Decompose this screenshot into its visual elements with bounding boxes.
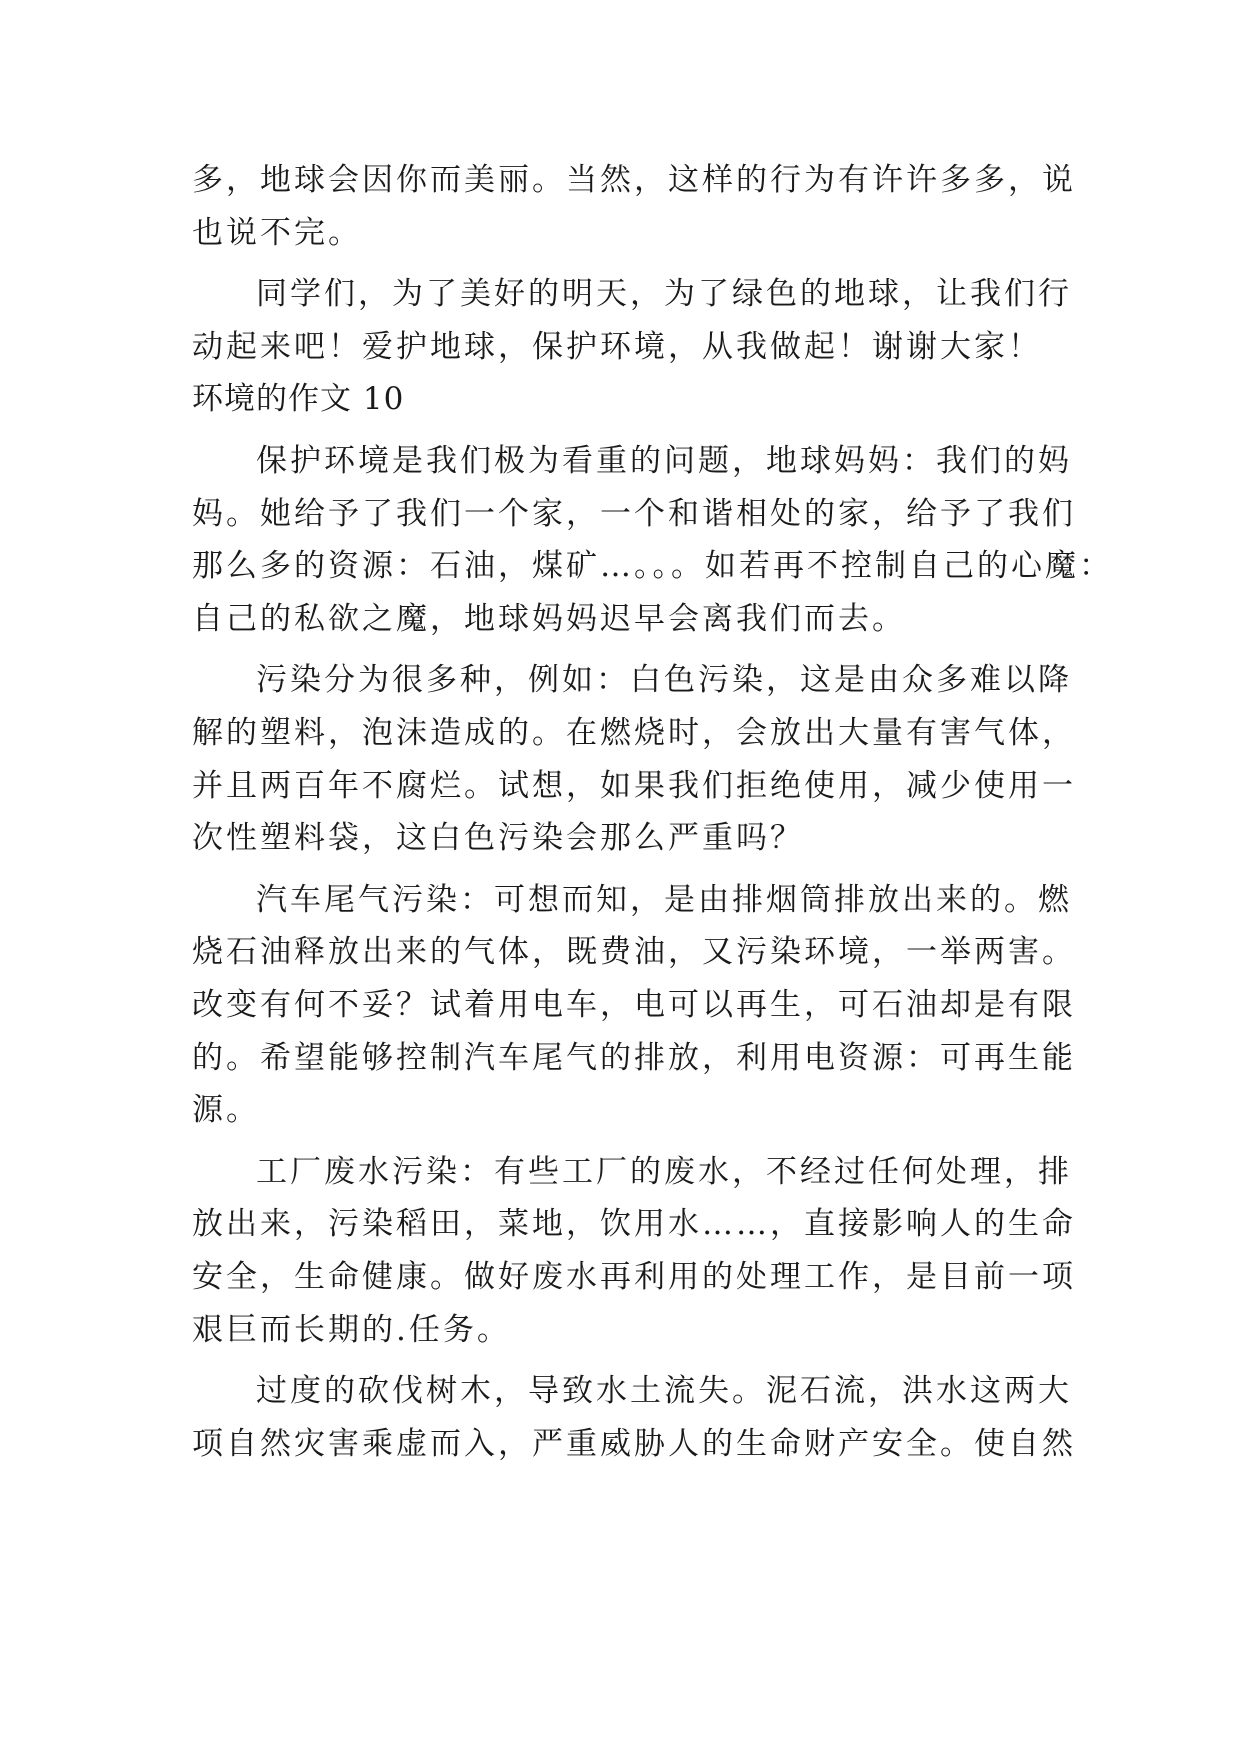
paragraph-start-line: 同学们，为了美好的明天，为了绿色的地球，让我们行 bbox=[256, 276, 1072, 312]
section-heading: 环境的作文 10 bbox=[192, 381, 405, 417]
paragraph-start-line: 污染分为很多种，例如：白色污染，这是由众多难以降 bbox=[256, 662, 1072, 698]
text-line: 解的塑料，泡沫造成的。在燃烧时，会放出大量有害气体， bbox=[192, 715, 1076, 751]
text-line: 安全，生命健康。做好废水再利用的处理工作，是目前一项 bbox=[192, 1259, 1076, 1295]
text-line: 妈。她给予了我们一个家，一个和谐相处的家，给予了我们 bbox=[192, 496, 1076, 532]
text-line: 烧石油释放出来的气体，既费油，又污染环境，一举两害。 bbox=[192, 934, 1076, 970]
text-line: 并且两百年不腐烂。试想，如果我们拒绝使用，减少使用一 bbox=[192, 768, 1076, 804]
paragraph-start-line: 汽车尾气污染：可想而知，是由排烟筒排放出来的。燃 bbox=[256, 882, 1072, 918]
paragraph-start-line: 保护环境是我们极为看重的问题，地球妈妈：我们的妈 bbox=[256, 443, 1072, 479]
text-line: 改变有何不妥？试着用电车，电可以再生，可石油却是有限 bbox=[192, 987, 1076, 1023]
paragraph-start-line: 过度的砍伐树木，导致水土流失。泥石流，洪水这两大 bbox=[256, 1373, 1072, 1409]
paragraph-start-line: 工厂废水污染：有些工厂的废水，不经过任何处理，排 bbox=[256, 1154, 1072, 1190]
text-line: 次性塑料袋，这白色污染会那么严重吗？ bbox=[192, 820, 804, 856]
text-line: 艰巨而长期的.任务。 bbox=[192, 1312, 511, 1348]
text-line: 那么多的资源：石油，煤矿…。。。如若再不控制自己的心魔： bbox=[192, 548, 1113, 584]
text-line: 放出来，污染稻田，菜地，饮用水……，直接影响人的生命 bbox=[192, 1206, 1076, 1242]
text-line: 的。希望能够控制汽车尾气的排放，利用电资源：可再生能 bbox=[192, 1040, 1076, 1076]
text-line: 也说不完。 bbox=[192, 215, 362, 251]
text-line: 动起来吧！爱护地球，保护环境，从我做起！谢谢大家！ bbox=[192, 329, 1042, 365]
text-line: 自己的私欲之魔，地球妈妈迟早会离我们而去。 bbox=[192, 601, 906, 637]
text-line: 多，地球会因你而美丽。当然，这样的行为有许许多多，说 bbox=[192, 162, 1076, 198]
text-line: 源。 bbox=[192, 1092, 260, 1128]
text-line: 项自然灾害乘虚而入，严重威胁人的生命财产安全。使自然 bbox=[192, 1426, 1076, 1462]
